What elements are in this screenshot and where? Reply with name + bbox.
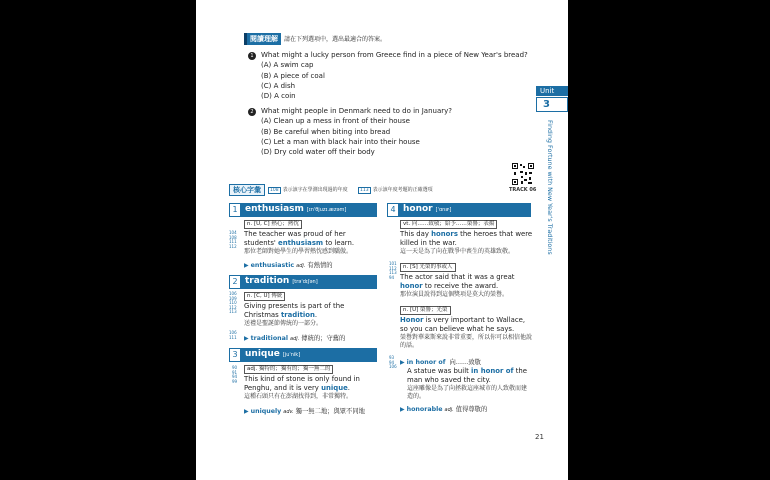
question-1 xyxy=(248,50,528,101)
legend-tag: 113 xyxy=(360,188,369,193)
derivative: ▶ enthusiastic adj. 有熱情的 xyxy=(244,262,333,269)
exam-years: 90 91 94 99 xyxy=(232,365,238,384)
exam-years: 104 108 111 112 xyxy=(229,230,237,249)
option: (B) A piece of coal xyxy=(261,71,325,80)
word-header-enthusiasm xyxy=(229,203,377,217)
exam-years: 106 109 110 112 113 xyxy=(229,291,237,315)
unit-number: 3 xyxy=(536,97,568,112)
example-translation: 這座雕像是為了向拯救這座城市的人致敬而建造的。 xyxy=(407,385,528,400)
example-translation: 榮譽對華萊斯來說非常重要，所以你可以相信他說的話。 xyxy=(400,334,533,349)
legend-correct-option: 113 表示該年度考題的正確選項 xyxy=(360,187,433,193)
question-text: What might people in Denmark need to do in January? xyxy=(261,107,452,115)
unit-side-title: Finding Fortune with New Year's Traditions xyxy=(546,120,554,255)
headword: unique xyxy=(245,349,280,359)
pronunciation: [trəˈdɪʃən] xyxy=(292,279,318,285)
derivative: ▶ uniquely adv. 獨一無二地；與眾不同地 xyxy=(244,408,365,415)
example-sentence: The teacher was proud of her students' enthusiasm to learn. xyxy=(244,230,355,247)
arrow-icon: ▶ xyxy=(244,262,249,269)
part-of-speech: n. [S] 光榮的事或人 xyxy=(400,263,456,272)
example-translation: 送禮是聖誕節傳統的一部分。 xyxy=(244,320,323,327)
qr-code-icon[interactable] xyxy=(512,163,534,185)
option: (B) Be careful when biting into bread xyxy=(261,127,391,136)
exam-years: 93 94 106 xyxy=(389,355,397,370)
example-translation: 那位演員說得到這個獎項是莫大的榮譽。 xyxy=(400,291,509,298)
example-sentence: A statue was built in honor of the man who saved the city. xyxy=(407,367,528,384)
part-of-speech: adj. 獨特的；獨有的；獨一無二的 xyxy=(244,365,333,374)
headword: tradition xyxy=(245,276,290,286)
word-header-unique xyxy=(229,348,377,362)
pronunciation: [ˈɑnɚ] xyxy=(435,207,452,213)
pronunciation: [ɪnˈθjuzɪ.æzəm] xyxy=(306,207,347,213)
option: (D) Dry cold water off their body xyxy=(261,148,375,157)
word-header-honor xyxy=(387,203,531,217)
unit-label: Unit xyxy=(536,86,568,96)
headword: honor xyxy=(403,204,433,214)
example-translation: 這一天是為了向在戰爭中喪生的英雄致敬。 xyxy=(400,248,515,255)
page-number: 21 xyxy=(535,433,544,441)
arrow-icon: ▶ xyxy=(244,408,249,415)
word-number: 1 xyxy=(229,203,241,217)
example-sentence: This kind of stone is only found in Penghu, and it is very unique. xyxy=(244,375,360,392)
option: (A) Clean up a mess in front of their house xyxy=(261,117,410,126)
part-of-speech: n. [C, U] 傳統 xyxy=(244,292,285,301)
part-of-speech: vt. 向……致敬；給予……榮譽；表揚 xyxy=(400,220,497,229)
legend-exam-year: 108 表示該字在學測出現過的年度 xyxy=(270,187,348,193)
arrow-icon: ▶ xyxy=(244,335,249,342)
reading-instruction: 請在下列選項中，選出最適合的答案。 xyxy=(284,36,387,43)
part-of-speech: n. [U] 榮譽；光榮 xyxy=(400,306,451,315)
option: (D) A coin xyxy=(261,92,296,101)
word-header-tradition xyxy=(229,275,377,289)
example-sentence: Honor is very important to Wallace, so you can believe what he says. xyxy=(400,316,526,333)
phrase: ▶ in honor of 向……致敬 xyxy=(400,359,481,366)
option: (C) Let a man with black hair into their house xyxy=(261,137,420,146)
textbook-page xyxy=(196,0,568,480)
exam-years: 106 111 xyxy=(229,330,237,340)
exam-years: 101 112 113 94 xyxy=(389,261,397,280)
example-translation: 這種石頭只有在澎湖找得到，非常獨特。 xyxy=(244,393,353,400)
core-vocab-badge: 核心字彙 xyxy=(229,184,265,196)
pronunciation: [juˈnik] xyxy=(282,352,301,358)
question-text: What might a lucky person from Greece find in a piece of New Year's bread? xyxy=(261,51,528,59)
word-number: 2 xyxy=(229,275,241,289)
question-2 xyxy=(248,106,452,157)
question-number: 2 xyxy=(248,108,256,116)
example-sentence: The actor said that it was a great honor to receive the award. xyxy=(400,273,515,290)
derivative: ▶ traditional adj. 傳統的；守舊的 xyxy=(244,335,346,342)
example-translation: 那位老師對她學生的學習熱忱感到驕傲。 xyxy=(244,248,353,255)
reading-badge: 閱讀理解 xyxy=(244,33,281,45)
derivative: ▶ honorable adj. 值得尊敬的 xyxy=(400,406,488,413)
part-of-speech: n. [U, C] 熱心；熱忱 xyxy=(244,220,302,229)
option: (C) A dish xyxy=(261,81,296,90)
word-number: 4 xyxy=(387,203,399,217)
headword: enthusiasm xyxy=(245,204,304,214)
option: (A) A swim cap xyxy=(261,61,314,70)
audio-track-label: TRACK 06 xyxy=(509,187,537,193)
word-number: 3 xyxy=(229,348,241,362)
example-sentence: This day honors the heroes that were killed in the war. xyxy=(400,230,533,247)
question-number: 1 xyxy=(248,52,256,60)
legend-tag: 108 xyxy=(270,188,279,193)
example-sentence: Giving presents is part of the Christmas tradition. xyxy=(244,302,345,319)
arrow-icon: ▶ xyxy=(400,359,405,366)
arrow-icon: ▶ xyxy=(400,406,405,413)
